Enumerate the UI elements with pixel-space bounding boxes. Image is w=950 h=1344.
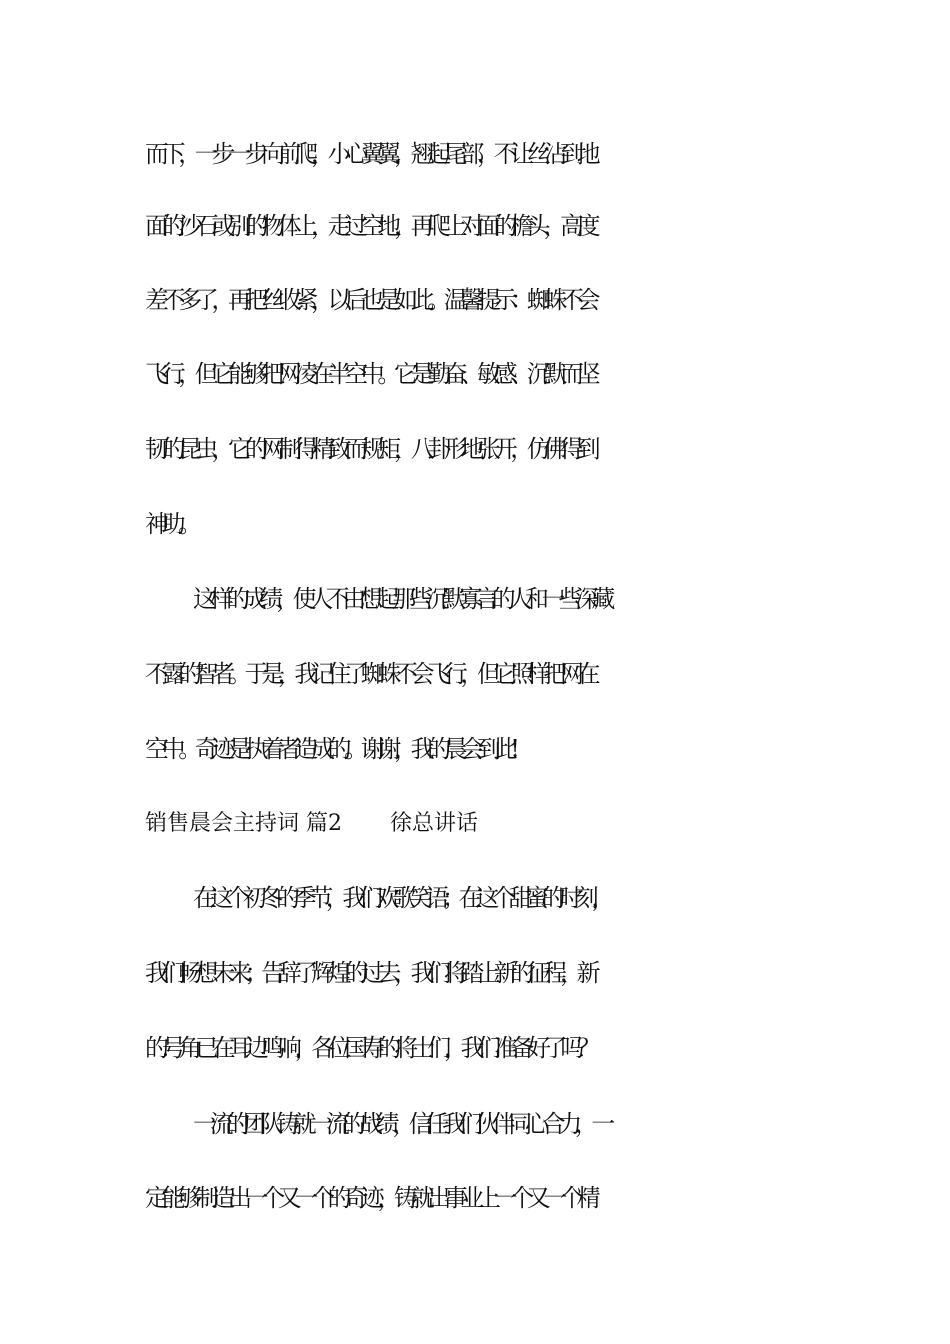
paragraph-line: 飞行，但它能够把网凌在半空中。它是勤奋、敏感、沉默而坚 [145,360,594,388]
paragraph-line: 差不多了，再把丝收紧，以后也是如此。温馨提示：蜘蛛不会 [145,286,594,314]
paragraph-line: 面的沙石或别的物体上，走过空地，再爬上对面的檐头，高度 [145,212,594,240]
paragraph-line: 不露的智者。于是，我记住了蜘蛛不会飞行，但它照样把网在 [145,660,594,688]
section-title: 销售晨会主持词 篇2 [145,811,342,836]
paragraph-line: 神助。 [145,510,195,538]
paragraph-line: 韧的昆虫，它的网制得精致而规矩，八卦形地张开，仿佛得到 [145,435,594,463]
paragraph-line: 我们畅想未来；告辞了辉煌的过去，我们将踏上新的征程，新 [145,959,594,987]
paragraph-line: 这样的成绩，使人不由想起那些沉默寡言的人和一些深藏 [193,585,608,613]
section-heading [145,809,478,839]
paragraph-line: 空中。奇迹是执着者造成的。谢谢，我的晨会到此! [145,735,513,763]
paragraph-line: 在这个初冬的季节，我们欢歌笑语；在这个甜蜜的时刻， [193,884,608,912]
paragraph-line: 的.号角已在耳边鸣响，各位国寿的将士们，我们准备好了吗？ [145,1034,594,1062]
section-subtitle: 徐总讲话 [390,811,479,836]
paragraph-line: 一流的团队铸就一流的战绩，信任我们伙伴同心合力，一 [193,1110,608,1138]
paragraph-line: 定能够制造出一个又一个的奇迹，铸就出事业上一个又一个精 [145,1184,594,1212]
paragraph-line: 而下，一步一步向前爬，小心翼翼，翘起尾部，不让丝沾到地 [145,140,594,168]
